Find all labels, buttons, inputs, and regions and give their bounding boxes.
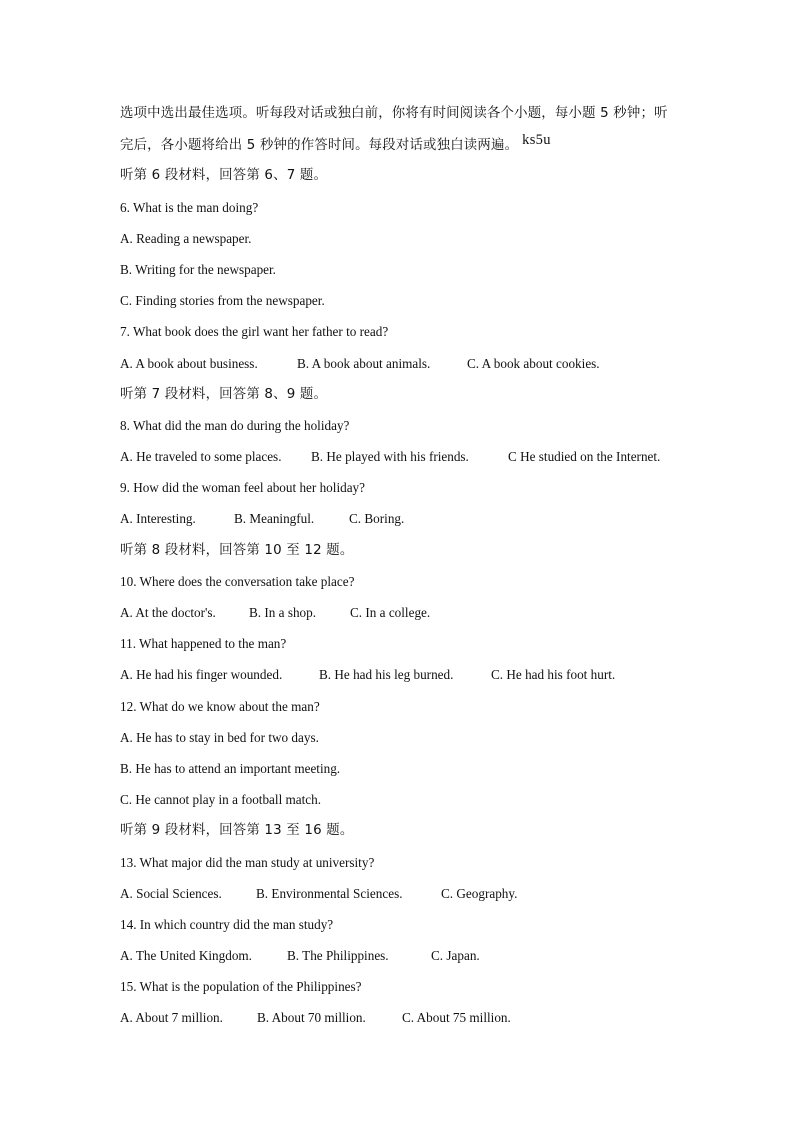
question-14-options xyxy=(120,940,690,971)
question-11-option-c: C. He had his foot hurt. xyxy=(491,667,616,683)
section-heading-7: 听第 7 段材料，回答第 8、9 题。 xyxy=(120,386,328,402)
question-9-options xyxy=(120,503,690,534)
question-11-option-a: A. He had his finger wounded. xyxy=(120,667,283,683)
question-14-option-a: A. The United Kingdom. xyxy=(120,948,252,964)
question-7-options xyxy=(120,348,690,379)
question-10-option-b: B. In a shop. xyxy=(249,605,317,620)
instructions-line-2 xyxy=(120,129,690,160)
question-11-stem: 11. What happened to the man? xyxy=(120,636,287,652)
question-13-option-c: C. Geography. xyxy=(441,885,518,901)
question-7-option-a: A. A book about business. xyxy=(120,355,258,371)
question-15-stem: 15. What is the population of the Philippines? xyxy=(120,979,362,995)
watermark: ks5u xyxy=(522,132,551,149)
question-15-option-b: B. About 70 million. xyxy=(257,1010,366,1026)
question-7-option-c: C. A book about cookies. xyxy=(467,355,600,371)
question-11-options xyxy=(120,659,690,690)
question-10-options xyxy=(120,597,690,628)
question-6-stem: 6. What is the man doing? xyxy=(120,199,259,215)
exam-page xyxy=(120,98,690,1034)
question-10-option-a: A. At the doctor's. xyxy=(120,605,216,620)
question-13-option-a: A. Social Sciences. xyxy=(120,885,222,901)
question-14-option-c: C. Japan. xyxy=(431,948,480,964)
question-9-stem: 9. How did the woman feel about her holiday? xyxy=(120,480,365,496)
question-8-option-b: B. He played with his friends. xyxy=(311,449,469,465)
question-15-option-c: C. About 75 million. xyxy=(402,1010,511,1026)
question-6-option-c: C. Finding stories from the newspaper. xyxy=(120,293,325,309)
question-6-option-b: B. Writing for the newspaper. xyxy=(120,261,276,277)
question-10-option-c: C. In a college. xyxy=(350,605,431,620)
question-13-stem: 13. What major did the man study at university? xyxy=(120,854,375,870)
question-11-option-b: B. He had his leg burned. xyxy=(319,667,454,683)
question-6-option-a: A. Reading a newspaper. xyxy=(120,230,252,246)
question-7-option-b: B. A book about animals. xyxy=(297,355,431,371)
question-10-stem: 10. Where does the conversation take place? xyxy=(120,573,355,589)
section-heading-8: 听第 8 段材料，回答第 10 至 12 题。 xyxy=(120,542,354,558)
question-13-options xyxy=(120,878,690,909)
question-12-option-b: B. He has to attend an important meeting. xyxy=(120,760,341,776)
question-12-stem: 12. What do we know about the man? xyxy=(120,698,320,714)
question-8-option-c: C He studied on the Internet. xyxy=(508,449,661,465)
question-9-option-b: B. Meaningful. xyxy=(234,511,315,527)
section-heading-6: 听第 6 段材料，回答第 6、7 题。 xyxy=(120,168,328,184)
question-8-stem: 8. What did the man do during the holiday? xyxy=(120,417,350,433)
question-13-option-b: B. Environmental Sciences. xyxy=(256,885,403,901)
question-15-options xyxy=(120,1002,690,1033)
question-14-stem: 14. In which country did the man study? xyxy=(120,916,334,932)
question-12-option-a: A. He has to stay in bed for two days. xyxy=(120,729,319,745)
instructions-line-1: 选项中选出最佳选项。听每段对话或独白前，你将有时间阅读各个小题，每小题 5 秒钟；听 xyxy=(120,106,668,121)
question-8-options xyxy=(120,441,690,472)
question-7-stem: 7. What book does the girl want her father to read? xyxy=(120,324,389,340)
question-15-option-a: A. About 7 million. xyxy=(120,1010,223,1026)
question-9-option-c: C. Boring. xyxy=(349,511,405,527)
question-14-option-b: B. The Philippines. xyxy=(287,948,389,964)
question-9-option-a: A. Interesting. xyxy=(120,511,196,527)
question-8-option-a: A. He traveled to some places. xyxy=(120,449,282,465)
question-12-option-c: C. He cannot play in a football match. xyxy=(120,792,322,808)
instructions-line-2-text: 完后，各小题将给出 5 秒钟的作答时间。每段对话或独白读两遍。 xyxy=(120,138,519,154)
section-heading-9: 听第 9 段材料，回答第 13 至 16 题。 xyxy=(120,823,354,839)
